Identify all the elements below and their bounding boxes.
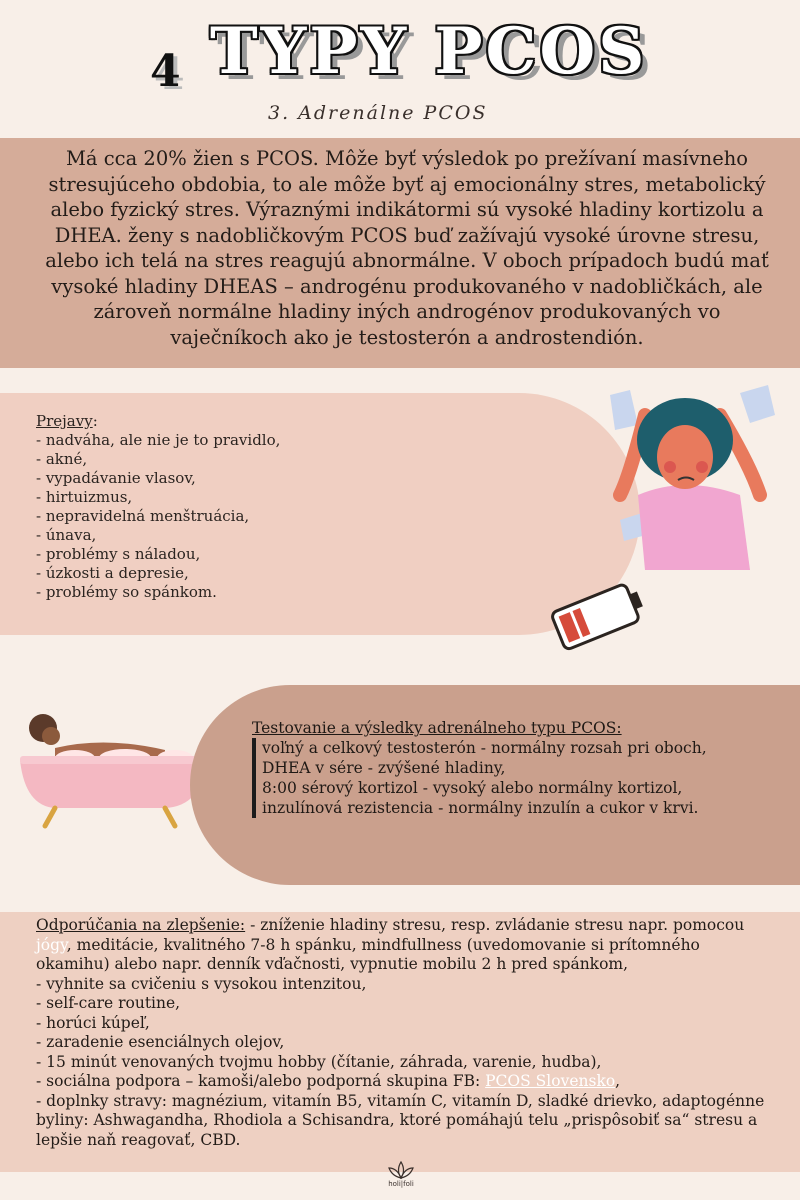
symptom-item: - nepravidelná menštruácia, (36, 507, 250, 525)
recommendations-section (36, 916, 776, 1150)
intro-paragraph: Má cca 20% žien s PCOS. Môže byť výsledok po prežívaní masívneho stresujúceho obdobia, to ale môže byť aj emocionálny stres, metabolický alebo fyzický stres. Výraznými indikátormi sú vysoké hladiny kortizolu a DHEA. ženy s nadobličkovým PCOS buď zažívajú vysoké úrovne stresu, alebo ich telá na stres reagujú abnormálne. V oboch prípadoch budú mať vysoké hladiny DHEAS – androgénu produkovaného v nadobličkách, ale zároveň normálne hladiny iných androgénov produkovaných vo vaječníkoch ako je testosterón a androstendión. (45, 147, 769, 349)
holifoli-logo (384, 1160, 418, 1200)
symptom-item: - akné, (36, 450, 88, 468)
social-text-end: , (615, 1072, 621, 1090)
testing-item: DHEA v sére - zvýšené hladiny, (262, 759, 506, 777)
symptom-item: - nadváha, ale nie je to pravidlo, (36, 431, 281, 449)
recommendation-social (36, 1072, 776, 1092)
symptoms-section (36, 412, 456, 602)
low-battery-illustration (545, 575, 655, 655)
testing-heading: Testovanie a výsledky adrenálneho typu PCOS: (252, 719, 622, 737)
symptoms-heading-line (36, 412, 456, 431)
page-subtitle: 3. Adrenálne PCOS (268, 102, 488, 124)
recommendation-item: - zaradenie esenciálnych olejov, (36, 1033, 285, 1051)
recommendations-heading: Odporúčania na zlepšenie: (36, 916, 246, 934)
symptom-item: - úzkosti a depresie, (36, 564, 189, 582)
symptoms-heading: Prejavy (36, 412, 93, 430)
bathtub-illustration (15, 708, 210, 830)
logo-text: holi|foli (388, 1180, 414, 1188)
symptom-item: - problémy so spánkom. (36, 583, 217, 601)
recommendations-lead-text: - zníženie hladiny stresu, resp. zvládanie stresu napr. pomocou (245, 916, 745, 934)
testing-item: 8:00 sérový kortizol - vysoký alebo normálny kortizol, (262, 779, 683, 797)
testing-section (252, 718, 772, 818)
testing-item: voľný a celkový testosterón - normálny rozsah pri oboch, (262, 739, 707, 757)
symptom-item: - hirtuizmus, (36, 488, 133, 506)
pcos-slovensko-link[interactable]: PCOS Slovensko (485, 1072, 616, 1090)
recommendations-lead-text-2: , meditácie, kvalitného 7-8 h spánku, mindfullness (uvedomovanie si prítomného okamihu) alebo napr. denník vďačnosti, vypnutie mobilu 2 h pred spánkom, (36, 935, 700, 973)
symptom-item: - problémy s náladou, (36, 545, 201, 563)
title-number: 4 (150, 46, 181, 97)
recommendation-item: - vyhnite sa cvičeniu s vysokou intenzitou, (36, 974, 367, 993)
page-title: TYPY PCOS (210, 14, 648, 89)
social-text: - sociálna podpora – kamoši/alebo podporná skupina FB: (36, 1072, 486, 1090)
recommendation-item: - horúci kúpeľ, (36, 1013, 150, 1032)
recommendations-lead (36, 916, 776, 975)
lotus-icon (384, 1160, 418, 1182)
symptom-item: - vypadávanie vlasov, (36, 469, 196, 487)
yoga-link[interactable]: jógy (36, 935, 67, 954)
symptoms-heading-colon: : (92, 412, 98, 430)
recommendation-supplements: - doplnky stravy: magnézium, vitamín B5, vitamín C, vitamín D, sladké drievko, adaptogénne byliny: Ashwagandha, Rhodiola a Schisandra, ktoré pomáhajú telu „prispôsobiť sa“ stresu a lepšie naň reagovať, CBD. (36, 1091, 765, 1149)
symptom-item: - únava, (36, 526, 97, 544)
recommendation-item: - self-care routine, (36, 994, 181, 1012)
testing-item: inzulínová rezistencia - normálny inzulín a cukor v krvi. (262, 799, 699, 817)
title-block (0, 8, 800, 124)
recommendation-item: - 15 minút venovaných tvojmu hobby (čítanie, záhrada, varenie, hudba), (36, 1052, 602, 1071)
stressed-woman-illustration (590, 385, 790, 585)
